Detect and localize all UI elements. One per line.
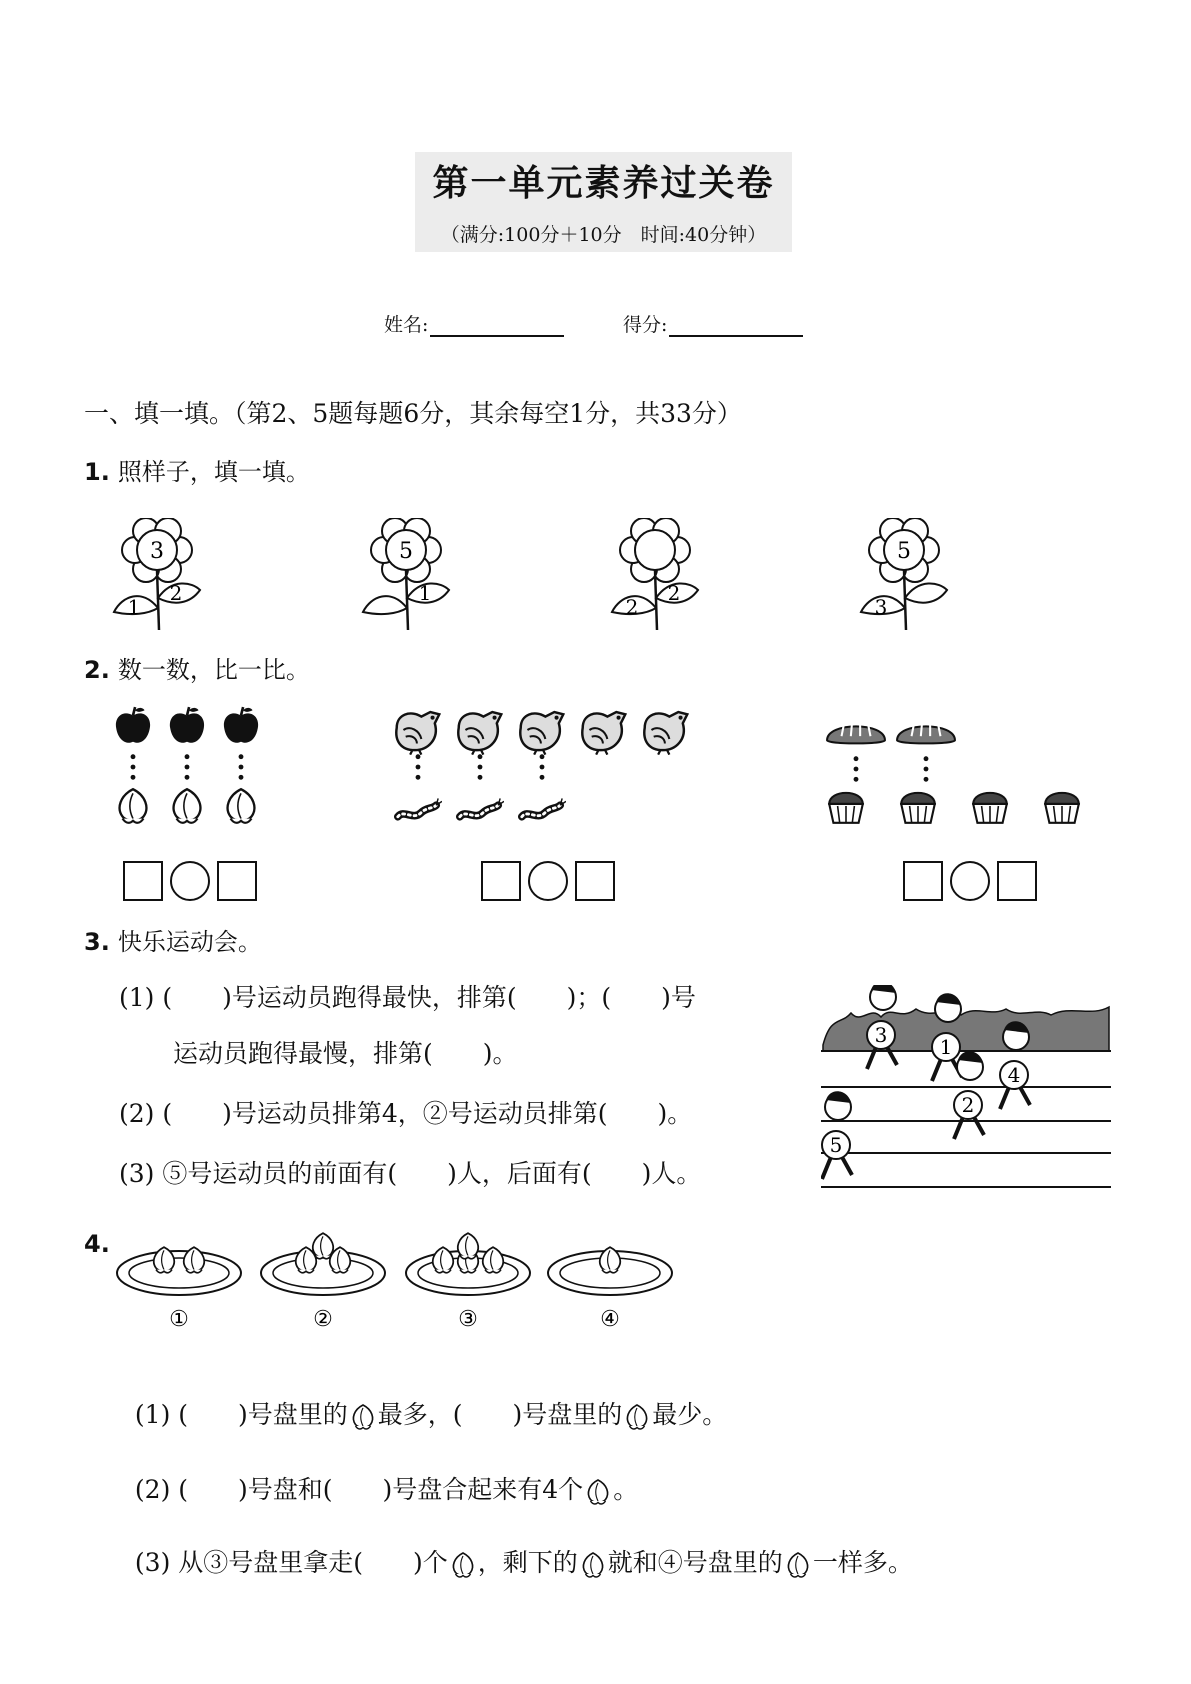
answer-box[interactable] <box>998 862 1036 900</box>
peach-icon <box>120 789 147 823</box>
name-field[interactable] <box>384 310 564 337</box>
cupcake-icon <box>973 793 1007 823</box>
text: (2) ( )号盘和( )号盘合起来有4个 <box>134 1475 584 1504</box>
page-title: 第一单元素养过关卷 <box>432 162 775 204</box>
answer-boxes[interactable] <box>122 860 262 904</box>
question-3-title <box>84 922 262 957</box>
flower-center-number: 3 <box>150 539 164 564</box>
cupcake-icon <box>901 793 935 823</box>
match-dots <box>131 754 136 779</box>
compare-group <box>390 705 710 885</box>
peach-icon <box>583 1477 613 1507</box>
text: (3) 从③号盘里拿走( )个 <box>134 1548 448 1577</box>
peach-icon <box>313 1233 333 1259</box>
q3-line-2: 运动员跑得最慢，排第( )。 <box>173 1039 518 1068</box>
question-2-title <box>84 650 310 685</box>
answer-box[interactable] <box>218 862 256 900</box>
compare-circle[interactable] <box>171 862 209 900</box>
worm-icon <box>460 798 504 816</box>
peach-icon <box>228 789 255 823</box>
text: 一样多。 <box>812 1548 913 1577</box>
text: (1) ( )号盘里的 <box>134 1400 348 1429</box>
compare-group <box>825 705 1145 885</box>
plate <box>545 1228 675 1328</box>
flower-right-number: 1 <box>418 581 432 605</box>
peach-icon <box>458 1233 478 1259</box>
text: ，剩下的 <box>477 1548 578 1577</box>
name-label: 姓名: <box>384 314 429 336</box>
runner <box>954 1051 984 1139</box>
q4-line-1 <box>119 1366 727 1432</box>
left-leaf[interactable] <box>363 596 407 614</box>
flower-left-number: 1 <box>127 595 141 619</box>
match-dots <box>478 754 483 779</box>
text: 最多，( )号盘里的 <box>377 1400 623 1429</box>
peach-icon <box>348 1402 378 1432</box>
plate-label: ② <box>313 1307 333 1328</box>
runner-number: 3 <box>874 1023 888 1047</box>
flower <box>859 518 969 633</box>
peach-icon <box>783 1550 813 1580</box>
q3-line-3: (2) ( )号运动员排第4，②号运动员排第( )。 <box>119 1099 693 1128</box>
match-dots <box>416 754 421 779</box>
flower <box>112 518 222 633</box>
match-dots <box>540 754 545 779</box>
runner <box>867 985 897 1069</box>
question-4-title <box>84 1230 118 1258</box>
q3-line-4: (3) ⑤号运动员的前面有( )人，后面有( )人。 <box>119 1159 702 1188</box>
answer-box[interactable] <box>124 862 162 900</box>
question-number: 2. <box>84 656 110 684</box>
match-dots <box>924 756 929 781</box>
hen-icon <box>396 712 439 755</box>
runner-number: 2 <box>961 1093 975 1117</box>
answer-boxes[interactable] <box>902 860 1042 904</box>
hen-icon <box>458 712 501 755</box>
runner-number: 1 <box>939 1035 953 1059</box>
q4-line-3 <box>119 1514 913 1580</box>
apple-icon <box>170 707 204 743</box>
answer-box[interactable] <box>904 862 942 900</box>
flower-center[interactable] <box>635 530 675 570</box>
apple-icon <box>116 707 150 743</box>
match-dots <box>854 756 859 781</box>
compare-group <box>112 705 432 885</box>
score-blank[interactable] <box>669 317 803 337</box>
question-number: 3. <box>84 928 110 956</box>
cupcake-icon <box>1045 793 1079 823</box>
text: 就和④号盘里的 <box>607 1548 783 1577</box>
answer-box[interactable] <box>576 862 614 900</box>
question-prompt: 快乐运动会。 <box>117 928 262 956</box>
q4-line-2 <box>119 1441 638 1507</box>
plate-label: ④ <box>600 1307 620 1328</box>
peach-icon <box>448 1550 478 1580</box>
runners-illustration <box>821 985 1111 1191</box>
question-prompt: 数一数，比一比。 <box>117 656 310 684</box>
runner <box>822 1091 852 1179</box>
peach-icon <box>622 1402 652 1432</box>
hen-icon <box>520 712 563 755</box>
score-field[interactable] <box>623 310 803 337</box>
section-heading: 一、填一填。（第2、5题每题6分，其余每空1分，共33分） <box>84 399 742 428</box>
question-number: 4. <box>84 1230 110 1258</box>
worm-icon <box>398 798 442 816</box>
flower-left-number: 2 <box>625 595 639 619</box>
text: 最少。 <box>652 1400 728 1429</box>
compare-circle[interactable] <box>951 862 989 900</box>
plate-label: ① <box>169 1307 189 1328</box>
plate-label: ③ <box>458 1307 478 1328</box>
runner-number: 5 <box>829 1133 843 1157</box>
score-label: 得分: <box>623 314 668 336</box>
compare-circle[interactable] <box>529 862 567 900</box>
bread-icon <box>897 725 955 744</box>
bushes <box>823 1007 1109 1051</box>
question-prompt: 照样子，填一填。 <box>117 458 310 486</box>
page-subtitle: （满分:100分＋10分 时间:40分钟） <box>440 224 767 246</box>
text: 。 <box>613 1475 639 1504</box>
bread-icon <box>827 725 885 744</box>
flower-center-number: 5 <box>399 539 413 564</box>
runner-number: 4 <box>1007 1063 1021 1087</box>
name-blank[interactable] <box>430 317 564 337</box>
flower-right-number: 2 <box>667 581 681 605</box>
hen-icon <box>644 712 687 755</box>
plate <box>258 1228 388 1328</box>
answer-box[interactable] <box>482 862 520 900</box>
flower <box>610 518 720 633</box>
match-dots <box>185 754 190 779</box>
question-1-title <box>84 452 310 487</box>
apple-icon <box>224 707 258 743</box>
runner <box>1000 1021 1030 1109</box>
flower-center-number: 5 <box>897 539 911 564</box>
peach-icon <box>578 1550 608 1580</box>
plate <box>403 1228 533 1328</box>
right-leaf[interactable] <box>905 583 947 602</box>
worm-icon <box>522 798 566 816</box>
flower-left-number: 3 <box>874 595 888 619</box>
hen-icon <box>582 712 625 755</box>
cupcake-icon <box>829 793 863 823</box>
question-number: 1. <box>84 458 110 486</box>
match-dots <box>239 754 244 779</box>
flower <box>361 518 471 633</box>
plate <box>114 1228 244 1328</box>
answer-boxes[interactable] <box>480 860 620 904</box>
peach-icon <box>174 789 201 823</box>
q3-line-1: (1) ( )号运动员跑得最快，排第( )；( )号 <box>119 983 696 1012</box>
flower-right-number: 2 <box>169 581 183 605</box>
